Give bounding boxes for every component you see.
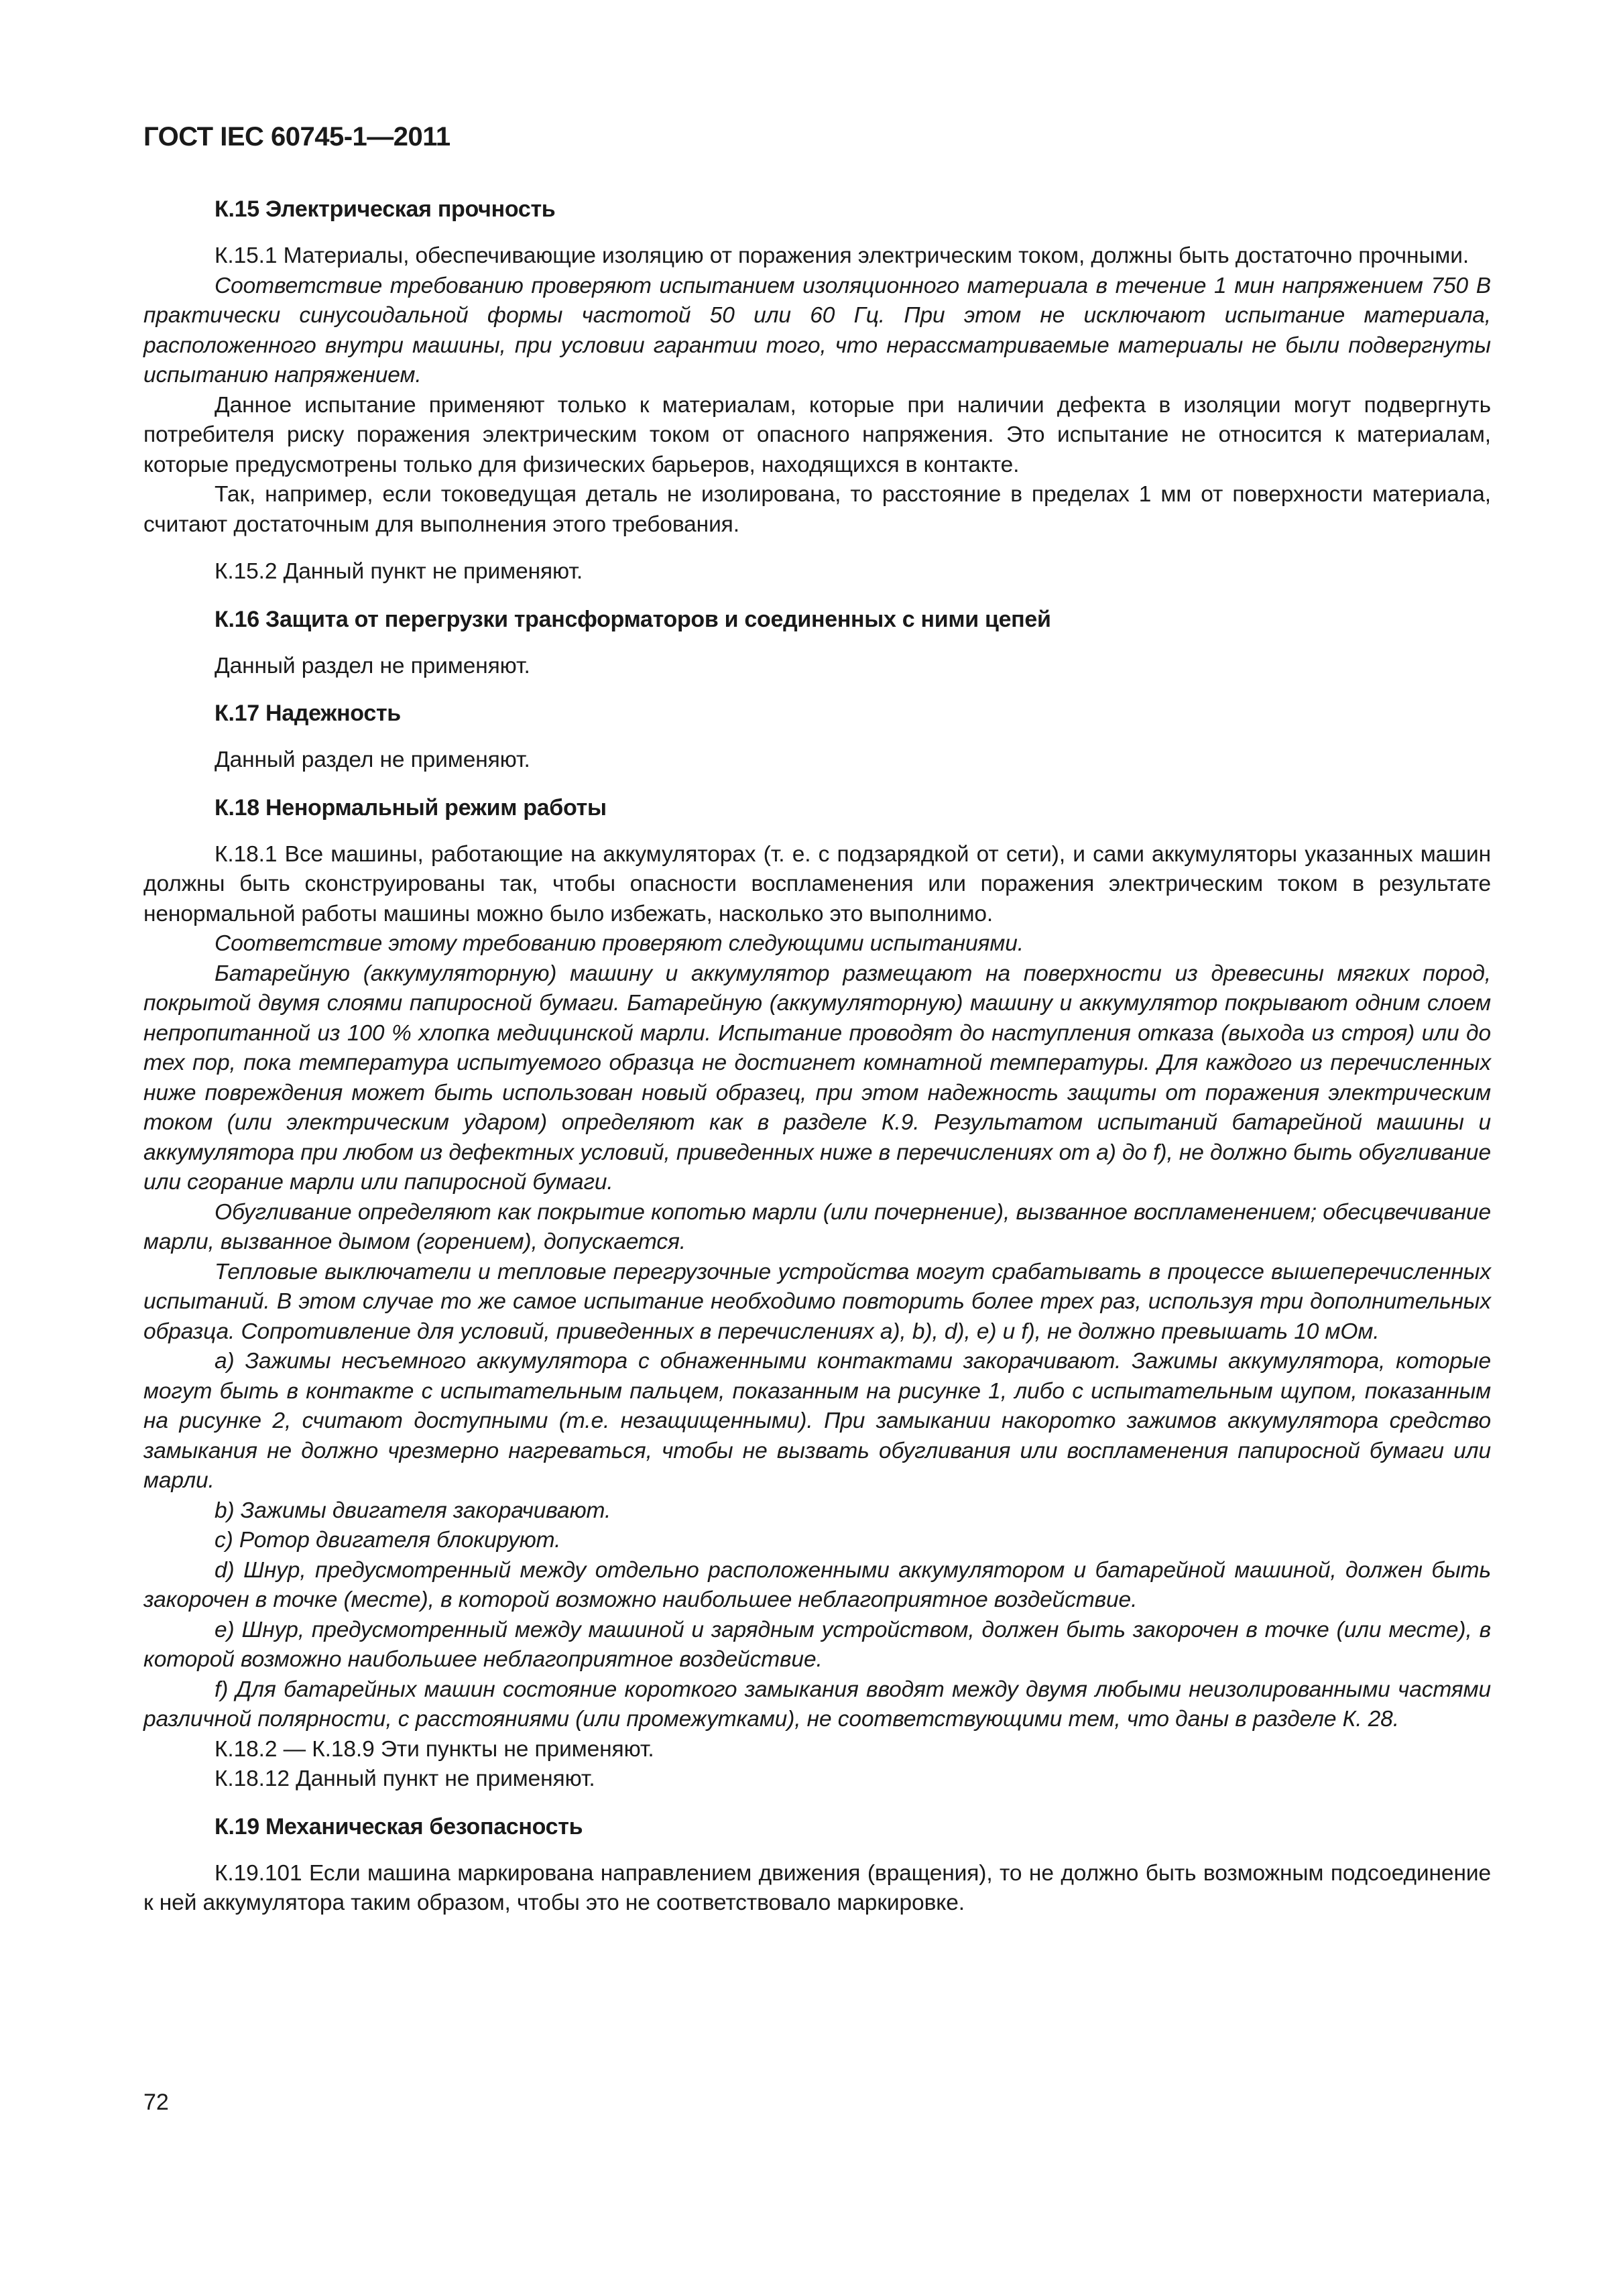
paragraph: Данное испытание применяют только к материалам, которые при наличии дефекта в изоляции могут подвергнуть потребителя риску поражения электрическим током от опасного напряжения. Это испытание не относится к материалам, которые предусмотрены только для физических барьеров, находящихся в контакте. [143, 392, 1491, 477]
paragraph: К.19.101 Если машина маркирована направлением движения (вращения), то не должно быть возможным подсоединение к ней аккумулятора таким образом, чтобы это не соответствовало маркировке. [143, 1860, 1491, 1915]
document-page [143, 121, 1491, 1919]
paragraph: Соответствие этому требованию проверяют следующими испытаниями. [215, 931, 1024, 956]
section-title: К.18 Ненормальный режим работы [215, 794, 607, 821]
page-number: 72 [143, 2090, 169, 2115]
paragraph: Соответствие требованию проверяют испытанием изоляционного материала в течение 1 мин напряжением 750 В практически синусоидальной формы частотой 50 или 60 Гц. При этом не исключают испытание материала, расположенного внутри машины, при условии гарантии того, что нерассматриваемые материалы не были подвергнуты испытанию напряжением. [143, 273, 1491, 387]
paragraph: К.15.1 Материалы, обеспечивающие изоляцию от поражения электрическим током, должны быть достаточно прочными. [215, 243, 1469, 268]
paragraph: Батарейную (аккумуляторную) машину и аккумулятор размещают на поверхности из древесины мягких пород, покрытой двумя слоями папиросной бумаги. Батарейную (аккумуляторную) машину и аккумулятор покрывают одним слоем непропитанной из 100 % хлопка медицинской марли. Испытание проводят до наступления отказа (выхода из строя) или до тех пор, пока температура испытуемого образца не достигнет комнатной температуры. Для каждого из перечисленных ниже повреждения может быть использован новый образец, при этом надежность защиты от поражения электрическим током (или электрическим ударом) определяют как в разделе К.9. Результатом испытаний батарейной машины и аккумулятора при любом из дефектных условий, приведенных ниже в перечислениях от а) до f), не должно быть обугливание или сгорание марли или папиросной бумаги. [143, 961, 1491, 1195]
paragraph: с) Ротор двигателя блокируют. [215, 1528, 561, 1553]
paragraph: а) Зажимы несъемного аккумулятора с обнаженными контактами закорачивают. Зажимы аккумулятора, которые могут быть в контакте с испытательным пальцем, показанным на рисунке 1, либо с испытательным щупом, показанным на рисунке 2, считают доступными (т.е. незащищенными). При замыкании накоротко зажимов аккумулятора средство замыкания не должно чрезмерно нагреваться, чтобы не вызвать обугливания или воспламенения папиросной бумаги или марли. [143, 1349, 1491, 1493]
paragraph: Обугливание определяют как покрытие копотью марли (или почернение), вызванное воспламенением; обесцвечивание марли, вызванное дымом (горением), допускается. [143, 1199, 1491, 1254]
paragraph: d) Шнур, предусмотренный между отдельно расположенными аккумулятором и батарейной машиной, должен быть закорочен в точке (месте), в которой возможно наибольшее неблагоприятное воздействие. [143, 1557, 1491, 1612]
paragraph: f) Для батарейных машин состояние короткого замыкания вводят между двумя любыми неизолированными частями различной полярности, с расстояниями (или промежутками), не соответствующими тем, что даны в разделе К. 28. [143, 1677, 1491, 1732]
paragraph: К.18.12 Данный пункт не применяют. [215, 1766, 595, 1791]
paragraph: е) Шнур, предусмотренный между машиной и зарядным устройством, должен быть закорочен в точке (или месте), в которой возможно наибольшее неблагоприятное воздействие. [143, 1617, 1491, 1672]
paragraph: К.18.2 — К.18.9 Эти пункты не применяют. [215, 1736, 654, 1762]
paragraph: К.15.2 Данный пункт не применяют. [215, 559, 583, 584]
section-title: К.19 Механическая безопасность [215, 1813, 583, 1839]
document-code-header: ГОСТ IEC 60745-1—2011 [143, 122, 450, 152]
section-title: К.15 Электрическая прочность [215, 196, 556, 222]
paragraph: Данный раздел не применяют. [215, 747, 530, 772]
document-body [143, 194, 1491, 1919]
paragraph: b) Зажимы двигателя закорачивают. [215, 1498, 611, 1523]
paragraph: Данный раздел не применяют. [215, 653, 530, 678]
paragraph: Тепловые выключатели и тепловые перегрузочные устройства могут срабатывать в процессе вышеперечисленных испытаний. В этом случае то же самое испытание необходимо повторить более трех раз, используя три дополнительных образца. Сопротивление для условий, приведенных в перечислениях а), b), d), е) и f), не должно превышать 10 мОм. [143, 1259, 1491, 1344]
section-title: К.17 Надежность [215, 701, 401, 726]
paragraph: К.18.1 Все машины, работающие на аккумуляторах (т. е. с подзарядкой от сети), и сами аккумуляторы указанных машин должны быть сконструированы так, чтобы опасности воспламенения или поражения электрическим током в результате ненормальной работы машины можно было избежать, насколько это выполнимо. [143, 841, 1491, 926]
section-title: К.16 Защита от перегрузки трансформаторов и соединенных с ними цепей [215, 606, 1051, 632]
paragraph: Так, например, если токоведущая деталь не изолирована, то расстояние в пределах 1 мм от поверхности материала, считают достаточным для выполнения этого требования. [143, 482, 1491, 537]
